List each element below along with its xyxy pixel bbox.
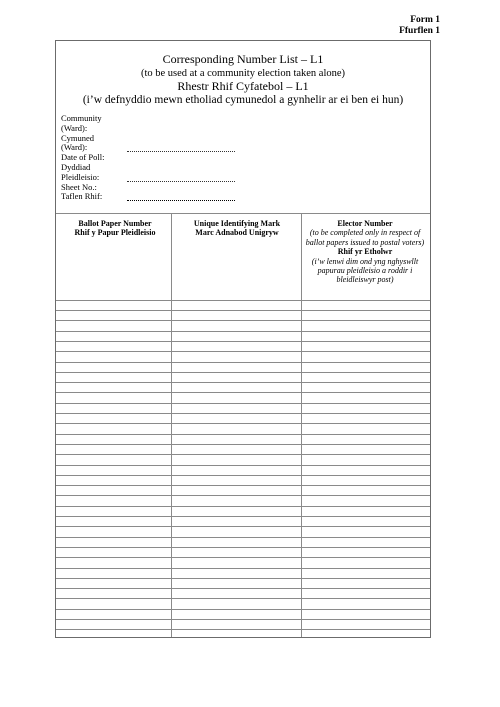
field-cymuned-ward-label: (Ward): — [61, 142, 88, 153]
col2-header-en: Unique Identifying Mark — [193, 219, 281, 228]
field-taflen-rhif-label: Taflen Rhif: — [61, 191, 103, 202]
table-row-rule — [56, 547, 430, 548]
table-row-rule — [56, 362, 430, 363]
table-row-rule — [56, 495, 430, 496]
form-number — [399, 15, 440, 37]
sheet-number-entry-line[interactable] — [127, 200, 235, 201]
table-row-rule — [56, 629, 430, 630]
form-label-cy: Ffurflen 1 — [399, 26, 440, 36]
table-row-rule — [56, 341, 430, 342]
table-row-rule — [56, 475, 430, 476]
date-of-poll-entry-line[interactable] — [127, 181, 235, 182]
table-row-rule — [56, 382, 430, 383]
col3-header-en: Elector Number — [337, 219, 393, 228]
table-row-rule — [56, 465, 430, 466]
field-community-ward-label: (Ward): — [61, 122, 88, 133]
table-row-rule — [56, 310, 430, 311]
table-row-rule — [56, 578, 430, 579]
table-row-rule — [56, 506, 430, 507]
table-row-rule — [56, 485, 430, 486]
table-header-rule — [56, 213, 430, 214]
col3-note-en: (to be completed only in respect of ballot papers issued to postal voters) — [305, 228, 425, 247]
table-row-rule — [56, 454, 430, 455]
field-community-label: Community — [61, 113, 102, 123]
column-divider-2 — [301, 213, 302, 637]
col1-header-cy: Rhif y Papur Pleidleisio — [74, 228, 156, 238]
col1-header-en: Ballot Paper Number — [78, 219, 152, 228]
table-row-rule — [56, 568, 430, 569]
table-row-rule — [56, 444, 430, 445]
field-dyddiad-label: Dyddiad — [61, 161, 91, 172]
table-row-rule — [56, 609, 430, 610]
field-pleidleisio-label: Pleidleisio: — [61, 171, 100, 182]
form-label-en: Form 1 — [410, 15, 440, 25]
table-row-rule — [56, 372, 430, 373]
ward-entry-line[interactable] — [127, 151, 235, 152]
title-block — [56, 53, 430, 107]
field-sheet-no-label: Sheet No.: — [61, 181, 97, 192]
table-row-rule — [56, 392, 430, 393]
table-row-rule — [56, 588, 430, 589]
column-divider-1 — [171, 213, 172, 637]
table-row-rule — [56, 619, 430, 620]
table-row-rule — [56, 557, 430, 558]
header-fields — [61, 114, 241, 202]
table-row-rule — [56, 598, 430, 599]
table-row-rule — [56, 526, 430, 527]
table-row-rule — [56, 413, 430, 414]
table-row-rule — [56, 423, 430, 424]
table-row-rule — [56, 403, 430, 404]
form-frame — [55, 40, 431, 638]
table-row-rule — [56, 434, 430, 435]
title-cy: Rhestr Rhif Cyfatebol – L1 — [177, 79, 309, 93]
col2-header-cy: Marc Adnabod Unigryw — [195, 228, 279, 238]
col3-note-cy: (i’w lenwi dim ond yng nghyswllt papurau pleidleisio a roddir i bleidleiswyr post) — [311, 256, 419, 285]
table-row-rule — [56, 516, 430, 517]
table-row-rule — [56, 320, 430, 321]
title-en: Corresponding Number List – L1 — [162, 52, 324, 66]
table-row-rule — [56, 351, 430, 352]
field-cymuned-label: Cymuned — [61, 132, 95, 143]
table-row-rule — [56, 331, 430, 332]
table-header-rule — [56, 300, 430, 301]
title-en-subtitle: (to be used at a community election taken alone) — [140, 67, 346, 79]
table-row-rule — [56, 537, 430, 538]
field-date-of-poll-label: Date of Poll: — [61, 152, 105, 163]
title-cy-subtitle: (i’w defnyddio mewn etholiad cymunedol a gynhelir ar ei ben ei hun) — [82, 93, 404, 106]
col3-header-cy: Rhif yr Etholwr — [337, 247, 393, 257]
number-list-table — [56, 213, 430, 637]
